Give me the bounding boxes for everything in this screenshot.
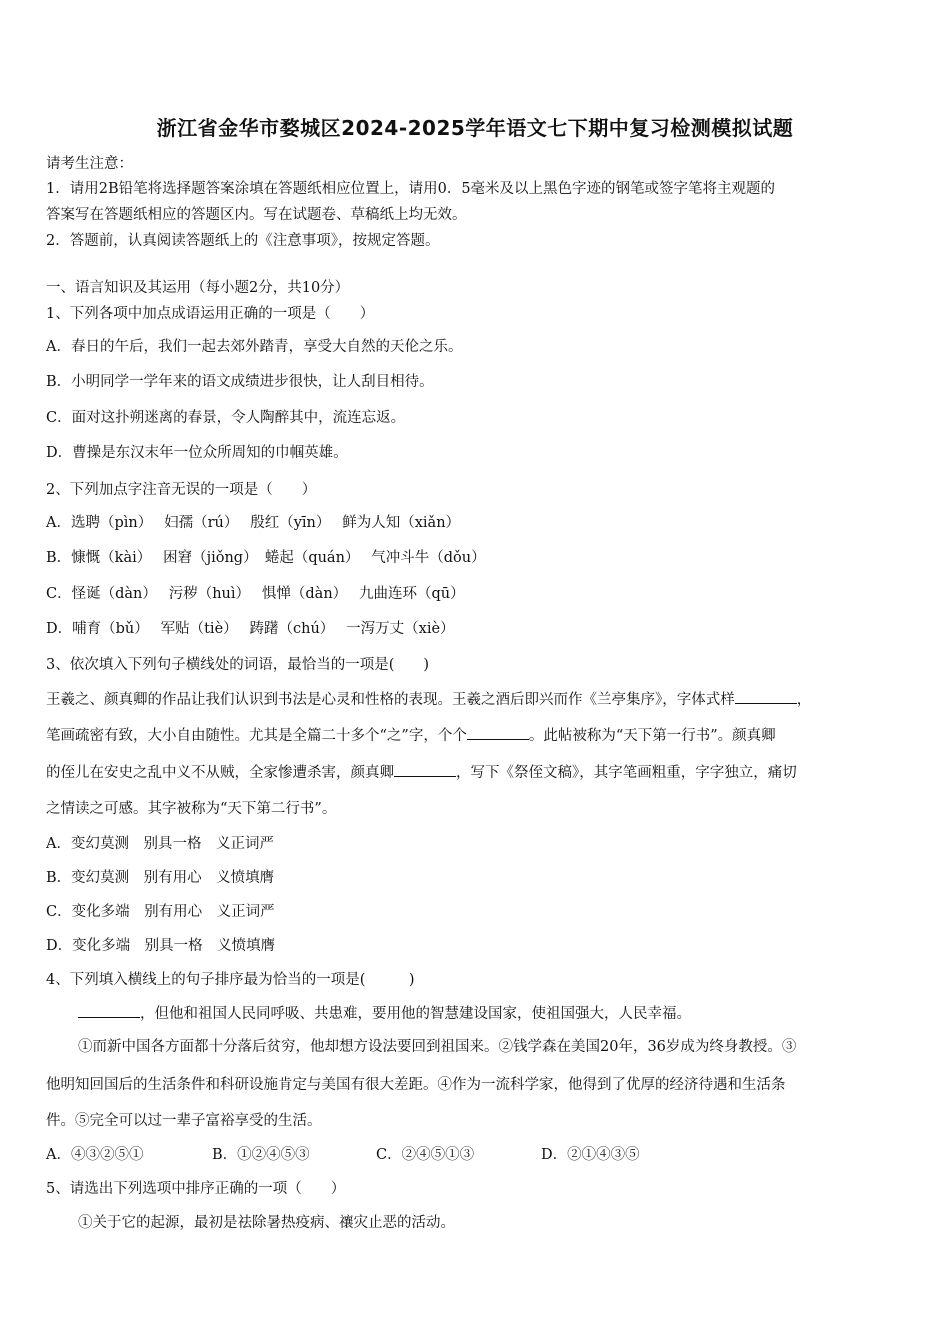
q5-sentence-1: ①关于它的起源，最初是祛除暑热疫病、禳灾止恶的活动。 (78, 1215, 455, 1231)
q4-sentence-2: ①而新中国各方面都十分落后贫穷，他却想方设法要回到祖国来。②钱学森在美国20年，36岁成为终身教授。③ (78, 1039, 797, 1055)
q2-option-a: A．选聘（pìn） 妇孺（rú） 殷红（yīn） 鲜为人知（xiǎn） (46, 515, 461, 531)
fill-blank-3 (394, 764, 456, 777)
q3-passage-line-2 (46, 724, 776, 745)
q2-stem: 2、下列加点字注音无误的一项是（ ） (46, 482, 317, 498)
section-heading: 一、语言知识及其运用（每小题2分，共10分） (46, 280, 350, 296)
q4-stem: 4、下列填入横线上的句子排序最为恰当的一项是( ) (46, 972, 415, 988)
fill-blank-2 (467, 727, 529, 740)
q3-option-a: A．变幻莫测 别具一格 义正词严 (46, 836, 274, 852)
q4-option-b: B．①②④⑤③ (212, 1147, 310, 1163)
q3-passage-line-1 (46, 688, 811, 709)
notice-heading: 请考生注意： (46, 156, 133, 172)
q1-option-b: B．小明同学一学年来的语文成绩进步很快，让人刮目相待。 (46, 374, 434, 390)
q4-sentence-1 (78, 1002, 691, 1023)
fill-blank-4 (78, 1005, 140, 1018)
fill-blank-1 (735, 691, 797, 704)
page-title: 浙江省金华市婺城区2024-2025学年语文七下期中复习检测模拟试题 (156, 116, 794, 140)
q1-option-c: C．面对这扑朔迷离的春景，令人陶醉其中，流连忘返。 (46, 410, 406, 426)
q4-option-c: C．②④⑤①③ (376, 1147, 475, 1163)
q3-passage-text: ，写下《祭侄文稿》，其字笔画粗重，字字独立，痛切 (456, 765, 797, 781)
q4-sentence-4: 件。⑤完全可以过一辈子富裕享受的生活。 (46, 1113, 322, 1129)
q2-option-d: D．哺育（bǔ） 军贴（tiè） 踌躇（chú） 一泻万丈（xiè） (46, 621, 455, 637)
notice-item-1a: 1．请用2B铅笔将选择题答案涂填在答题纸相应位置上，请用0．5毫米及以上黑色字迹的钢笔或签字笔将主观题的 (46, 181, 776, 197)
q4-sentence-3: 他明知回国后的生活条件和科研设施肯定与美国有很大差距。④作为一流科学家，他得到了优厚的经济待遇和生活条 (46, 1077, 786, 1093)
q3-option-c: C．变化多端 别有用心 义正词严 (46, 904, 275, 920)
q1-option-a: A．春日的午后，我们一起去郊外踏青，享受大自然的天伦之乐。 (46, 339, 463, 355)
q3-passage-text: 的侄儿在安史之乱中义不从贼，全家惨遭杀害，颜真卿 (46, 765, 394, 781)
q4-sentence-text: ，但他和祖国人民同呼吸、共患难，要用他的智慧建设国家，使祖国强大，人民幸福。 (140, 1006, 691, 1022)
notice-item-2: 2．答题前，认真阅读答题纸上的《注意事项》，按规定答题。 (46, 233, 440, 249)
q4-option-d: D．②①④③⑤ (541, 1147, 640, 1163)
q2-option-c: C．怪诞（dàn） 污秽（huì） 惧惮（dàn） 九曲连环（qū） (46, 586, 465, 602)
q3-stem: 3、依次填入下列句子横线处的词语，最恰当的一项是( ) (46, 657, 430, 673)
q1-stem: 1、下列各项中加点成语运用正确的一项是（ ） (46, 306, 375, 322)
q3-option-b: B．变幻莫测 别有用心 义愤填膺 (46, 870, 275, 886)
q3-passage-text: 笔画疏密有致，大小自由随性。尤其是全篇二十多个“之”字，个个 (46, 728, 467, 744)
q5-stem: 5、请选出下列选项中排序正确的一项（ ） (46, 1181, 346, 1197)
q3-option-d: D．变化多端 别具一格 义愤填膺 (46, 938, 276, 954)
q2-option-b: B．慷慨（kài） 困窘（jiǒng） 蜷起（quán） 气冲斗牛（dǒu） (46, 550, 486, 566)
q1-option-d: D．曹操是东汉末年一位众所周知的巾帼英雄。 (46, 445, 348, 461)
q3-passage-text: 。此帖被称为“天下第一行书”。颜真卿 (528, 728, 776, 744)
q3-passage-line-4: 之情读之可感。其字被称为“天下第二行书”。 (46, 801, 337, 817)
q3-passage-line-3 (46, 761, 797, 782)
q3-passage-text: 王羲之、颜真卿的作品让我们认识到书法是心灵和性格的表现。王羲之酒后即兴而作《兰亭集序》，字体式样 (46, 692, 735, 708)
notice-item-1b: 答案写在答题纸相应的答题区内。写在试题卷、草稿纸上均无效。 (46, 207, 467, 223)
q3-passage-text: ， (796, 692, 812, 708)
q4-option-a: A．④③②⑤① (46, 1147, 144, 1163)
